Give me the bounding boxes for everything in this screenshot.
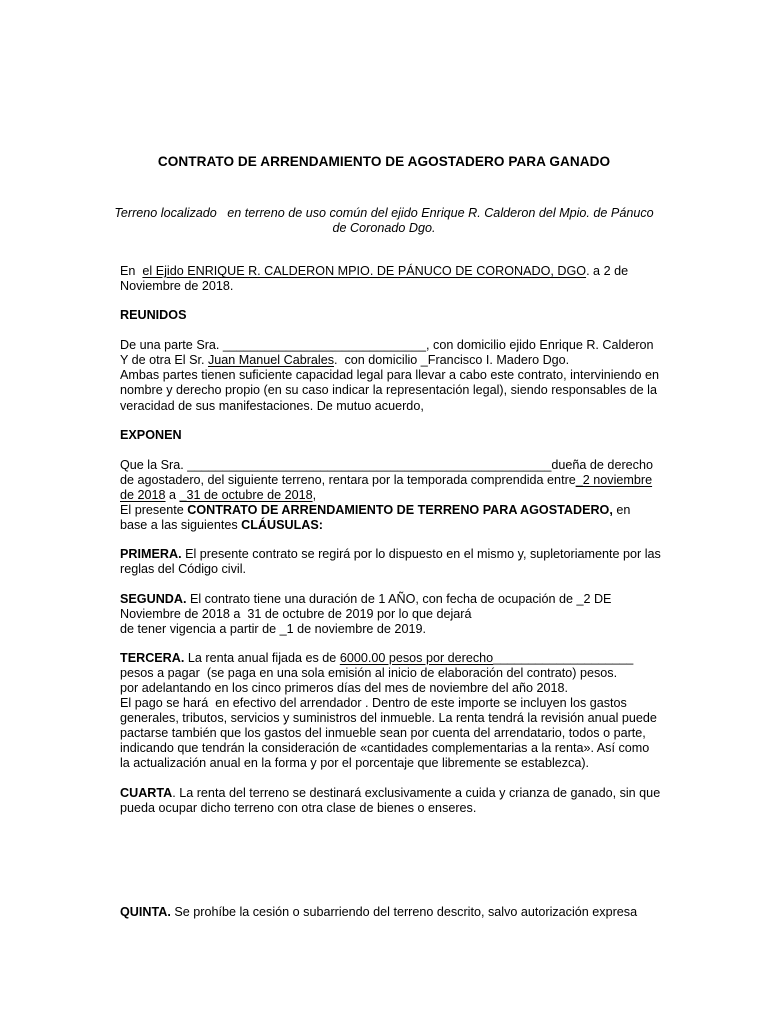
intro-place: el Ejido ENRIQUE R. CALDERON MPIO. DE PÁNUCO DE CORONADO, DGO	[142, 264, 587, 278]
exponen-line-4-suffix: en	[612, 503, 631, 517]
exponen-line-2	[120, 473, 652, 489]
subtitle-line-2: de Coronado Dgo.	[332, 221, 436, 235]
rent-amount: 6000.00 pesos por derecho	[339, 651, 494, 665]
end-date: _31 de octubre de 2018	[179, 488, 313, 502]
segunda-line-1	[120, 592, 611, 608]
primera-label: PRIMERA.	[120, 547, 182, 561]
tercera-prefix: La renta anual fijada es de	[184, 651, 340, 665]
reunidos-line-3: Ambas partes tienen suficiente capacidad legal para llevar a cabo este contrato, interviniendo en	[120, 368, 660, 382]
intro-prefix: En	[120, 264, 143, 278]
quinta-text: Se prohíbe la cesión o subarriendo del terreno descrito, salvo autorización expresa	[170, 905, 638, 919]
reunidos-line-2	[120, 353, 569, 369]
cuarta-text: . La renta del terreno se destinará exclusivamente a cuida y crianza de ganado, sin que	[172, 786, 661, 800]
reunidos-line-2-suffix: . con domicilio _Francisco I. Madero Dgo.	[334, 353, 570, 367]
intro-suffix: . a 2 de	[586, 264, 629, 278]
segunda-line-3: de tener vigencia a partir de _1 de noviembre de 2019.	[120, 622, 426, 636]
cuarta-label: CUARTA	[120, 786, 173, 800]
clausulas-label: CLÁUSULAS:	[241, 518, 323, 532]
exponen-line-5	[120, 518, 323, 534]
reunidos-line-4: nombre y derecho propio (en su caso indicar la representación legal), siendo responsables de la	[120, 383, 657, 397]
reunidos-heading: REUNIDOS	[120, 308, 187, 322]
exponen-line-4	[120, 503, 630, 519]
exponen-heading: EXPONEN	[120, 428, 182, 442]
reunidos-line-1: De una parte Sra. _____________________________, con domicilio ejido Enrique R. Calderon	[120, 338, 654, 352]
intro-line-2: Noviembre de 2018.	[120, 279, 234, 293]
tercera-line-8: la actualización anual en la forma y por el porcentaje que libremente se establezca).	[120, 756, 590, 770]
exponen-line-3-mid: a	[165, 488, 180, 502]
tercera-line-4: El pago se hará en efectivo del arrendador . Dentro de este importe se incluyen los gastos	[120, 696, 627, 710]
reunidos-line-2-prefix: Y de otra El Sr.	[120, 353, 208, 367]
cuarta-line-2: pueda ocupar dicho terreno con otra clase de bienes o enseres.	[120, 801, 477, 815]
segunda-line-2: Noviembre de 2018 a 31 de octubre de 2019 por lo que dejará	[120, 607, 472, 621]
exponen-line-4-prefix: El presente	[120, 503, 188, 517]
primera-line-2: reglas del Código civil.	[120, 562, 246, 576]
exponen-line-3-suffix: ,	[312, 488, 317, 502]
exponen-line-3	[120, 488, 316, 504]
tercera-line-2: pesos a pagar (se paga en una sola emisión al inicio de elaboración del contrato) pesos.	[120, 666, 618, 680]
segunda-label: SEGUNDA.	[120, 592, 187, 606]
document-title: CONTRATO DE ARRENDAMIENTO DE AGOSTADERO PARA GANADO	[157, 154, 611, 169]
tercera-label: TERCERA.	[120, 651, 185, 665]
tercera-line-7: indicando que tendrán la consideración de «cantidades complementarias a la renta». Así como	[120, 741, 650, 755]
quinta-line-1	[120, 905, 637, 921]
segunda-text: El contrato tiene una duración de 1 AÑO, con fecha de ocupación de _2 DE	[186, 592, 612, 606]
intro-line-1	[120, 264, 628, 280]
subtitle-line-1: Terreno localizado en terreno de uso común del ejido Enrique R. Calderon del Mpio. de Pánuco	[114, 206, 654, 220]
primera-line-1	[120, 547, 661, 563]
tercera-line-6: pactarse también que los gastos del inmueble sean por cuenta del arrendatario, todos o parte,	[120, 726, 646, 740]
start-date-year: de 2018	[120, 488, 166, 502]
exponen-line-5-prefix: base a las siguientes	[120, 518, 242, 532]
cuarta-line-1	[120, 786, 660, 802]
tercera-line-1	[120, 651, 633, 667]
quinta-label: QUINTA.	[120, 905, 171, 919]
tercera-line-3: por adelantando en los cinco primeros días del mes de noviembre del año 2018.	[120, 681, 569, 695]
exponen-line-2-prefix: de agostadero, del siguiente terreno, rentara por la temporada comprendida entre	[120, 473, 576, 487]
tercera-blank: ____________________	[493, 651, 634, 665]
start-date: _2 noviembre	[575, 473, 653, 487]
reunidos-line-5: veracidad de sus manifestaciones. De mutuo acuerdo,	[120, 399, 424, 413]
contract-name: CONTRATO DE ARRENDAMIENTO DE TERRENO PARA AGOSTADERO,	[187, 503, 613, 517]
primera-text: El presente contrato se regirá por lo dispuesto en el mismo y, supletoriamente por las	[181, 547, 661, 561]
party-name: Juan Manuel Cabrales	[207, 353, 334, 367]
tercera-line-5: generales, tributos, servicios y suministros del inmueble. La renta tendrá la revisión anual puede	[120, 711, 657, 725]
exponen-line-1: Que la Sra. ____________________________________________________dueña de derecho	[120, 458, 653, 472]
